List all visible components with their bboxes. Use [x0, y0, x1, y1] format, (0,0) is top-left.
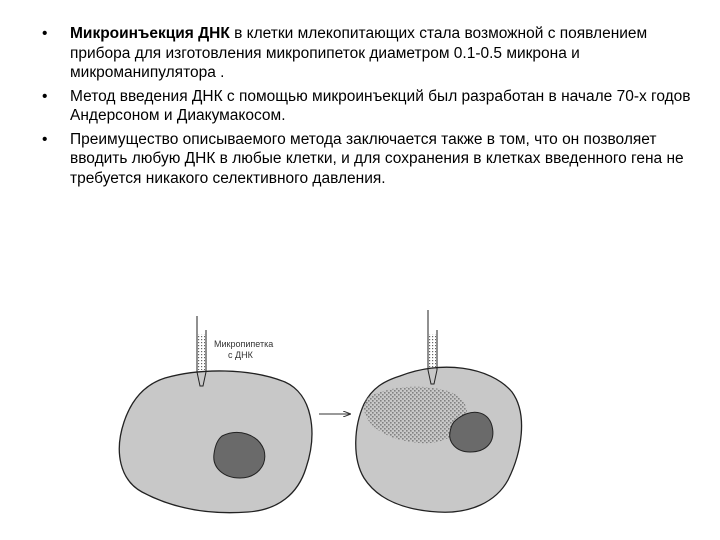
left-cell — [119, 371, 312, 513]
pipette-label-line2: с ДНК — [228, 350, 253, 360]
bullet-marker: • — [42, 130, 48, 148]
bullet-marker: • — [42, 87, 48, 105]
bullet-marker: • — [42, 25, 48, 42]
left-nucleus — [214, 432, 265, 478]
bullet-text: в клетки млекопитающих стала возможной с появлением прибора для изготовления микропипеток диаметром 0.1-0.5 микрона и микроманипулятора . — [70, 25, 648, 81]
bullet-text: Преимущество описываемого метода заключается также в том, что он позволяет вводить любую ДНК в любые клетки, и для сохранения в клетках введенного гена не требуется никакого селективного давления. — [70, 130, 684, 187]
bullet-lead: Микроинъекция ДНК — [70, 25, 230, 42]
pipette-label-line1: Микропипетка — [214, 339, 274, 349]
bullet-text: Метод введения ДНК с помощью микроинъекций был разработан в начале 70-х годов Андерсоном и Диакумакосом. — [70, 87, 691, 124]
